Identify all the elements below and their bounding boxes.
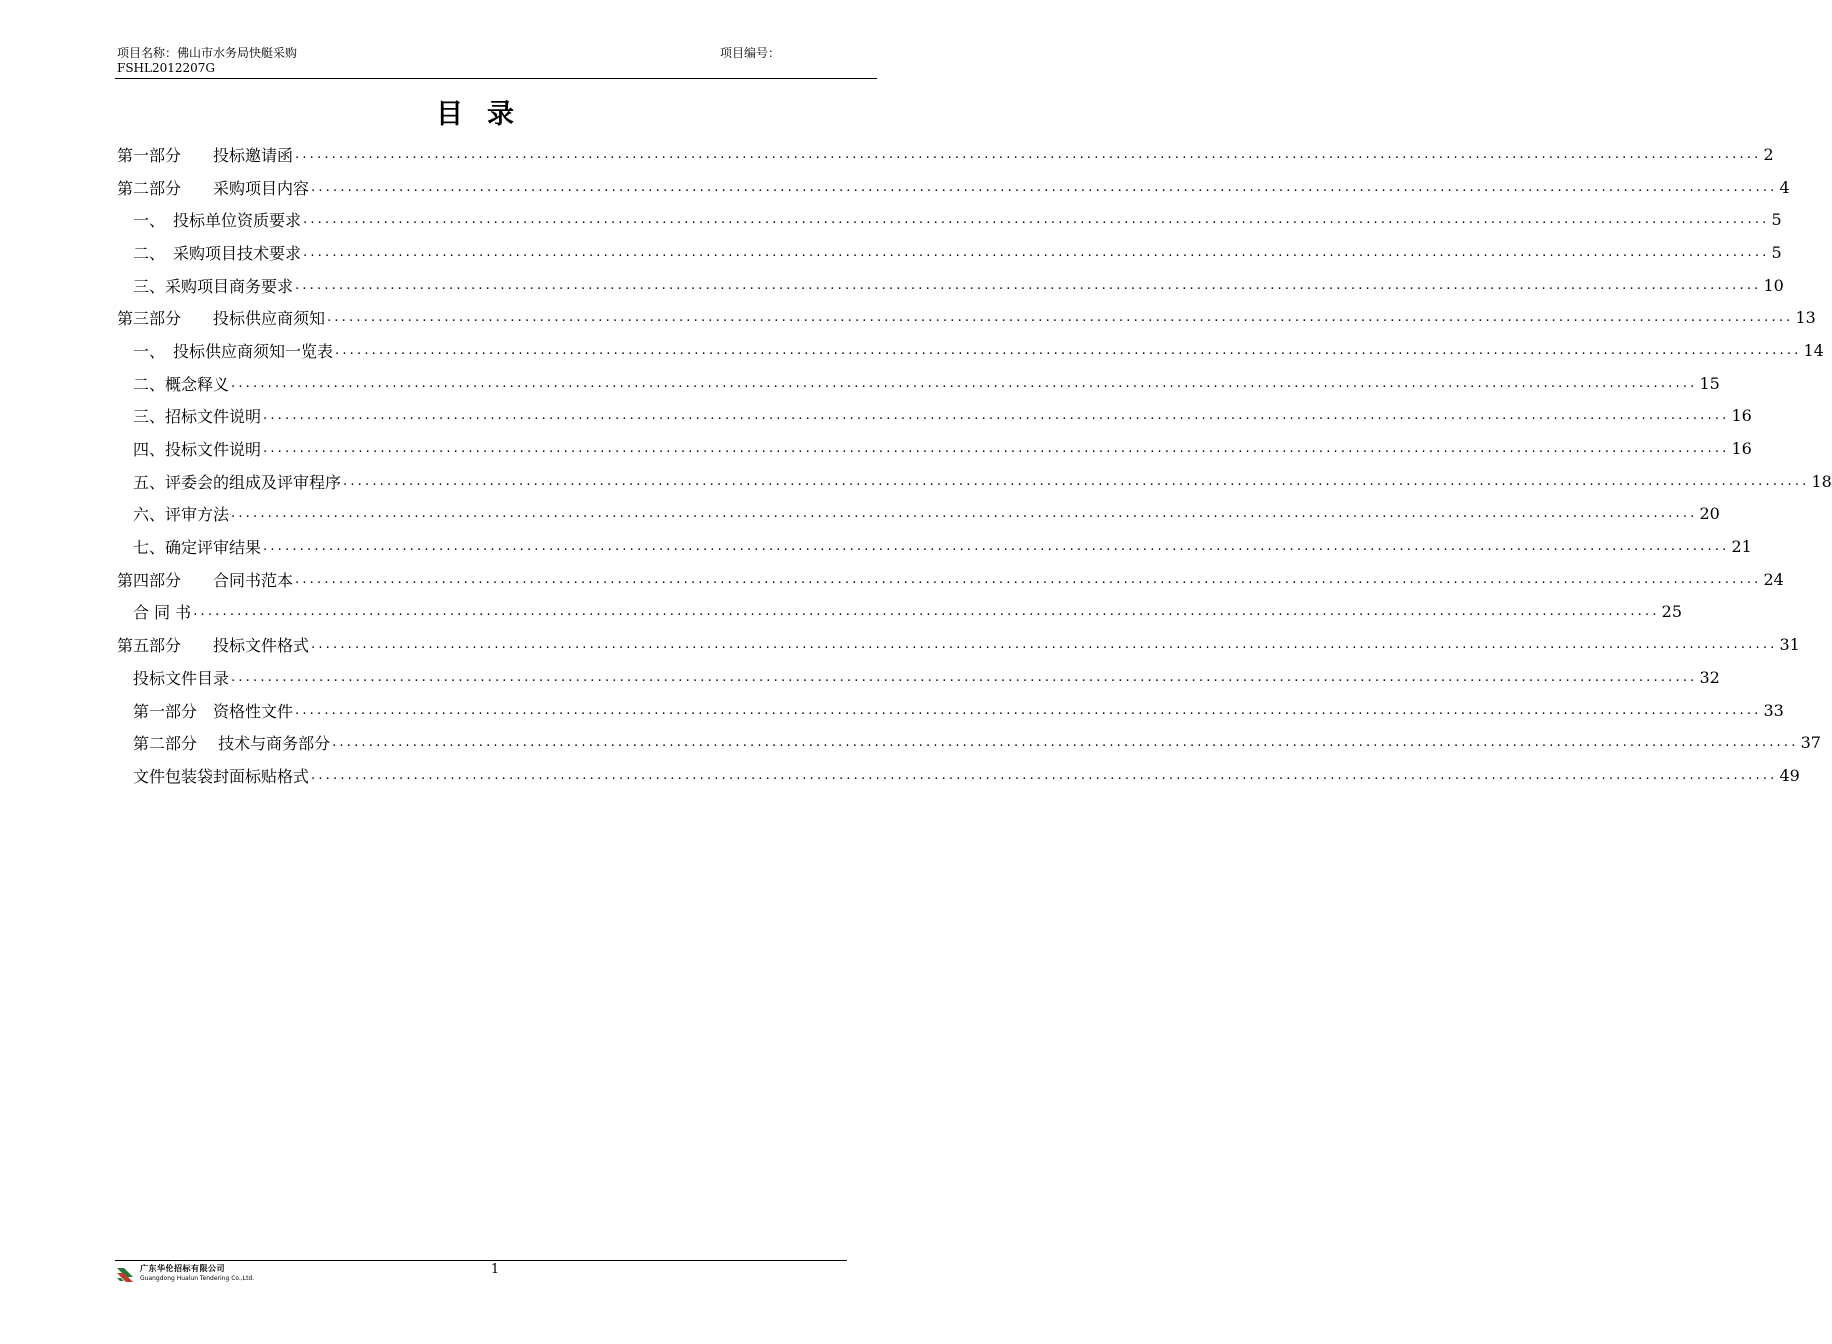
toc-entry-page: 24 — [1763, 569, 1784, 589]
toc-entry-page: 32 — [1699, 667, 1720, 687]
toc-entry-label: 文件包装袋封面标贴格式 — [133, 766, 310, 786]
toc-entry[interactable] — [117, 269, 1784, 302]
page-number: 1 — [490, 1262, 500, 1277]
toc-entry-label: 第四部分 合同书范本 — [117, 570, 294, 590]
footer-company-name-cn: 广东华伦招标有限公司 — [140, 1264, 225, 1273]
toc-entry-label: 第三部分 投标供应商须知 — [117, 309, 326, 329]
toc-entry-page: 13 — [1795, 308, 1816, 328]
toc-entry-page: 5 — [1771, 242, 1782, 262]
toc-dot-leader: ........................................................................................................................................................................................................ — [193, 604, 1660, 620]
toc-entry-page: 31 — [1779, 635, 1800, 655]
toc-dot-leader: ........................................................................................................................................................................................................ — [263, 441, 1730, 457]
toc-entry-label: 一、 投标单位资质要求 — [133, 211, 302, 231]
toc-dot-leader: ........................................................................................................................................................................................................ — [295, 146, 1762, 162]
toc-entry-label: 二、概念释义 — [133, 374, 230, 394]
toc-entry-label: 合 同 书 — [133, 603, 192, 623]
toc-entry[interactable] — [117, 759, 1800, 792]
toc-dot-leader: ........................................................................................................................................................................................................ — [231, 506, 1698, 522]
toc-entry-page: 14 — [1803, 340, 1824, 360]
toc-entry-page: 25 — [1661, 602, 1683, 622]
footer-company-name-en: Guangdong Hualun Tendering Co.,Ltd. — [140, 1275, 255, 1282]
toc-entry-label: 五、评委会的组成及评审程序 — [133, 472, 342, 492]
toc-entry[interactable] — [117, 203, 1782, 236]
toc-dot-leader: ........................................................................................................................................................................................................ — [303, 212, 1770, 228]
toc-entry[interactable] — [117, 334, 1824, 367]
toc-entry[interactable] — [117, 596, 1683, 629]
toc-dot-leader: ........................................................................................................................................................................................................ — [327, 310, 1794, 326]
toc-dot-leader: ........................................................................................................................................................................................................ — [311, 767, 1778, 783]
toc-entry[interactable] — [117, 367, 1720, 400]
toc-dot-leader: ........................................................................................................................................................................................................ — [231, 375, 1698, 391]
toc-entry[interactable] — [117, 301, 1816, 334]
toc-dot-leader: ........................................................................................................................................................................................................ — [263, 539, 1730, 555]
toc-dot-leader: ........................................................................................................................................................................................................ — [231, 669, 1698, 685]
toc-entry-label: 第二部分 技术与商务部分 — [133, 734, 331, 754]
toc-dot-leader: ........................................................................................................................................................................................................ — [295, 571, 1762, 587]
toc-entry-page: 10 — [1763, 275, 1784, 295]
toc-entry[interactable] — [117, 563, 1784, 596]
toc-entry-label: 二、 采购项目技术要求 — [133, 243, 302, 263]
table-of-contents — [117, 138, 1832, 792]
header-left — [117, 46, 297, 76]
toc-dot-leader: ........................................................................................................................................................................................................ — [343, 473, 1810, 489]
toc-dot-leader: ........................................................................................................................................................................................................ — [303, 244, 1770, 260]
toc-entry[interactable] — [117, 236, 1782, 269]
toc-entry-page: 15 — [1699, 373, 1720, 393]
toc-entry-label: 投标文件目录 — [133, 668, 230, 688]
toc-dot-leader: ........................................................................................................................................................................................................ — [332, 735, 1799, 751]
toc-entry[interactable] — [117, 530, 1752, 563]
toc-entry[interactable] — [117, 694, 1784, 727]
toc-dot-leader: ........................................................................................................................................................................................................ — [263, 408, 1730, 424]
toc-entry[interactable] — [117, 726, 1821, 759]
toc-entry-page: 16 — [1731, 439, 1752, 459]
toc-entry[interactable] — [117, 465, 1832, 498]
toc-entry[interactable] — [117, 628, 1800, 661]
toc-entry[interactable] — [117, 432, 1752, 465]
toc-entry[interactable] — [117, 138, 1774, 171]
footer-divider — [115, 1260, 847, 1261]
toc-entry-label: 第一部分 资格性文件 — [133, 701, 294, 721]
toc-entry-page: 21 — [1731, 537, 1752, 557]
toc-dot-leader: ........................................................................................................................................................................................................ — [295, 277, 1762, 293]
toc-entry[interactable] — [117, 171, 1790, 204]
toc-entry-label: 一、 投标供应商须知一览表 — [133, 341, 334, 361]
toc-entry-label: 第五部分 投标文件格式 — [117, 636, 310, 656]
toc-entry-page: 4 — [1779, 177, 1790, 197]
toc-entry-page: 2 — [1763, 144, 1774, 164]
toc-entry-page: 49 — [1779, 765, 1800, 785]
toc-entry[interactable] — [117, 400, 1752, 433]
toc-dot-leader: ........................................................................................................................................................................................................ — [335, 342, 1802, 358]
toc-entry-label: 三、招标文件说明 — [133, 407, 262, 427]
toc-entry-label: 七、确定评审结果 — [133, 538, 262, 558]
page-title: 目录 — [436, 99, 538, 130]
toc-entry-label: 六、评审方法 — [133, 505, 230, 525]
header-project-name: 项目名称：佛山市水务局快艇采购 — [117, 46, 298, 60]
toc-entry-label: 四、投标文件说明 — [133, 440, 262, 460]
toc-entry-page: 5 — [1771, 210, 1782, 230]
toc-entry[interactable] — [117, 661, 1720, 694]
toc-dot-leader: ........................................................................................................................................................................................................ — [311, 179, 1778, 195]
toc-entry-label: 三、采购项目商务要求 — [133, 276, 294, 296]
toc-entry-label: 第二部分 采购项目内容 — [117, 178, 310, 198]
toc-entry-page: 20 — [1699, 504, 1720, 524]
toc-entry-page: 18 — [1811, 471, 1832, 491]
toc-dot-leader: ........................................................................................................................................................................................................ — [311, 637, 1778, 653]
toc-dot-leader: ........................................................................................................................................................................................................ — [295, 702, 1762, 718]
toc-entry-page: 16 — [1731, 406, 1752, 426]
toc-entry-page: 33 — [1763, 700, 1784, 720]
header-project-number-label: 项目编号： — [720, 46, 781, 60]
header-divider — [115, 78, 877, 79]
toc-entry-page: 37 — [1800, 733, 1821, 753]
header-project-code: FSHL2012207G — [117, 61, 216, 75]
toc-entry[interactable] — [117, 498, 1720, 531]
toc-entry-label: 第一部分 投标邀请函 — [117, 145, 294, 165]
